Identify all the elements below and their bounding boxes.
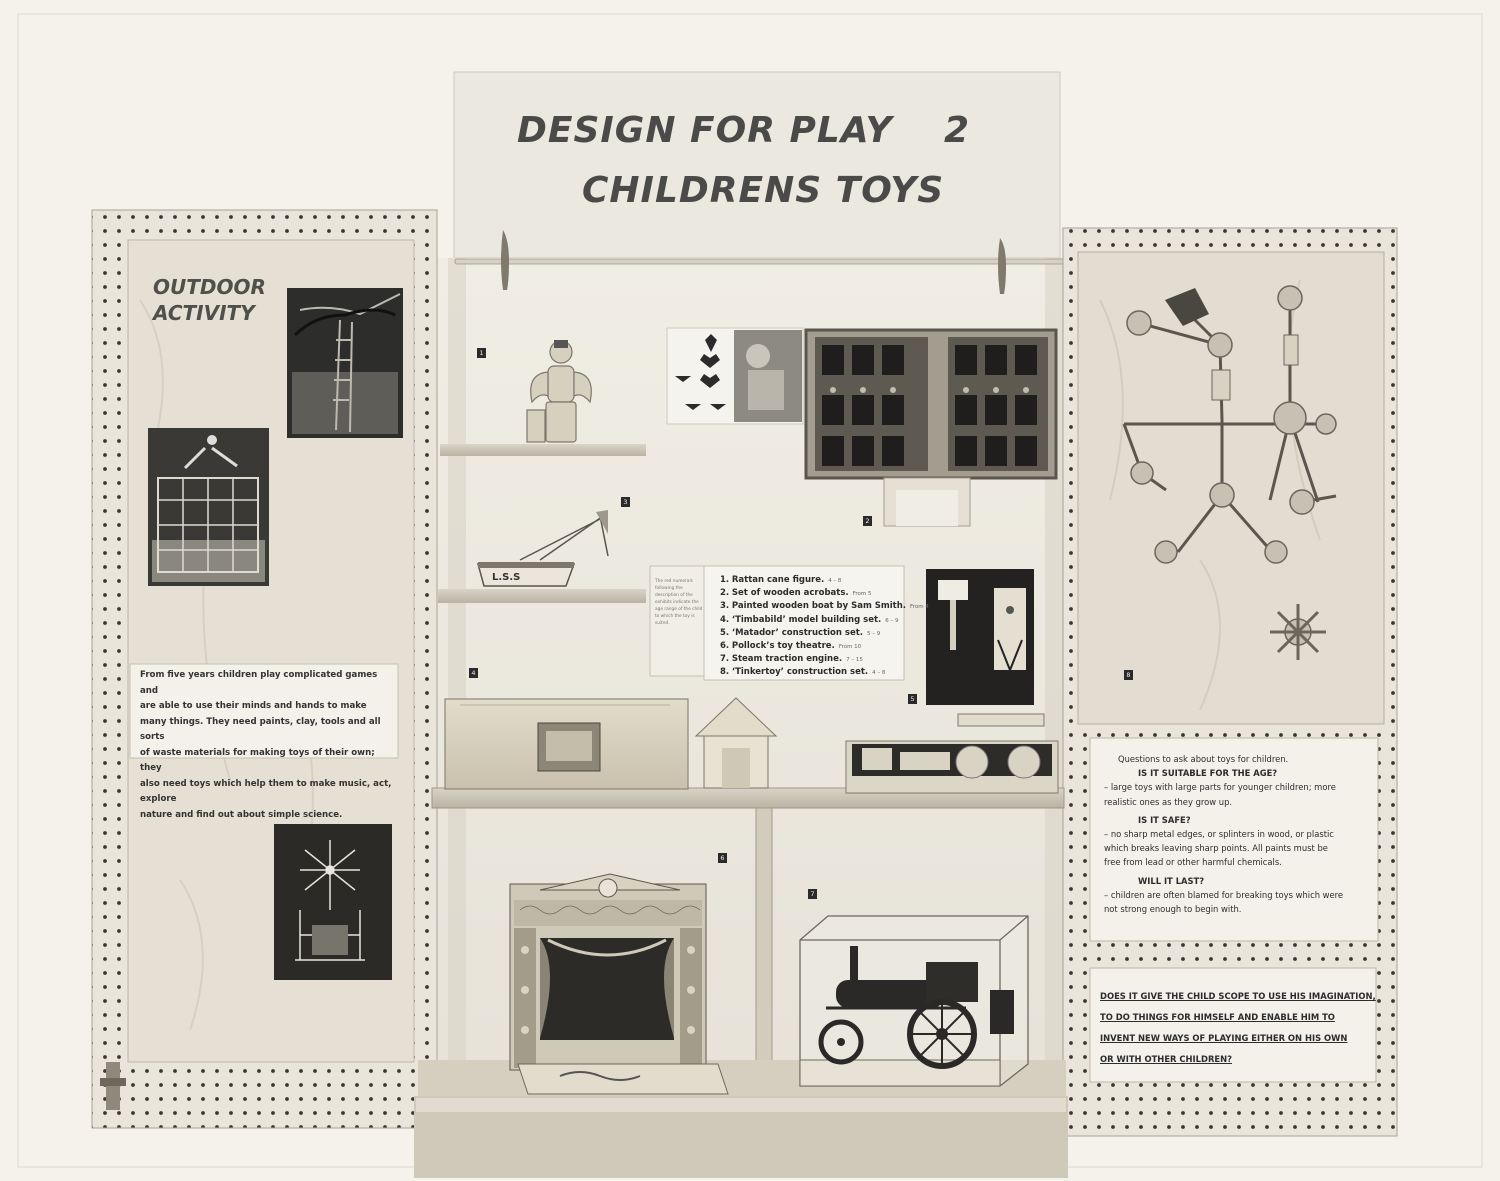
outdoor-activity-heading: OUTDOOR ACTIVITY <box>153 275 266 325</box>
question-last: WILL IT LAST? <box>1138 875 1205 886</box>
title-line-1: DESIGN FOR PLAY <box>517 110 893 151</box>
exhibit-tag-1: 1 <box>477 348 486 358</box>
age-range-note: The red numerals following the description of the exhibits indicate the age range of the child to which the toy is suited. <box>655 579 703 626</box>
imagination-line: OR WITH OTHER CHILDREN? <box>1100 1054 1233 1064</box>
left-description-line: nature and find out about simple science. <box>140 809 343 820</box>
exhibit-list-item: 4. ‘Timbabild’ model building set. 6 – 9 <box>720 614 899 625</box>
questions-board <box>1104 752 1374 916</box>
exhibit-tag-6: 6 <box>718 853 727 863</box>
exhibit-tag-7: 7 <box>808 889 817 899</box>
exhibit-list-item: 6. Pollock’s toy theatre. From 10 <box>720 641 862 652</box>
answer-line: – children are often blamed for breaking toys which were <box>1104 889 1344 900</box>
left-description-line: From five years children play complicated games and <box>140 670 378 696</box>
left-description-line: of waste materials for making toys of their own; they <box>140 747 375 773</box>
exhibit-tag-3: 3 <box>621 497 630 507</box>
exhibit-tag-5: 5 <box>908 694 917 704</box>
title-number: 2 <box>944 110 971 151</box>
title-line-2: CHILDRENS TOYS <box>582 170 945 211</box>
questions-intro: Questions to ask about toys for children. <box>1118 754 1289 764</box>
exhibit-list-item: 5. ‘Matador’ construction set. 5 – 9 <box>720 627 881 638</box>
exhibit-list-item: 8. ‘Tinkertoy’ construction set. 4 – 8 <box>720 667 886 678</box>
imagination-line: DOES IT GIVE THE CHILD SCOPE TO USE HIS IMAGINATION, <box>1100 991 1376 1001</box>
answer-line: realistic ones as they grow up. <box>1104 796 1233 807</box>
exhibit-list-item: 7. Steam traction engine. 7 – 15 <box>720 654 863 665</box>
left-description-line: also need toys which help them to make music, act, explore <box>140 778 392 804</box>
answer-line: – large toys with large parts for younger children; more <box>1104 782 1336 793</box>
imagination-line: TO DO THINGS FOR HIMSELF AND ENABLE HIM TO <box>1100 1012 1335 1022</box>
exhibit-tag-4: 4 <box>469 668 478 678</box>
answer-line: – no sharp metal edges, or splinters in wood, or plastic <box>1104 829 1334 840</box>
answer-line: free from lead or other harmful chemicals. <box>1104 857 1282 868</box>
left-description-line: are able to use their minds and hands to make <box>140 701 367 711</box>
left-description <box>140 668 396 823</box>
imagination-question <box>1100 986 1376 1070</box>
svg-text:L.S.S: L.S.S <box>492 572 521 583</box>
left-description-line: many things. They need paints, clay, tools and all sorts <box>140 716 381 742</box>
imagination-line: INVENT NEW WAYS OF PLAYING EITHER ON HIS OWN <box>1100 1033 1348 1043</box>
exhibit-list-item: 1. Rattan cane figure. 4 – 8 <box>720 575 842 585</box>
answer-line: which breaks leaving sharp points. All paints must be <box>1104 843 1328 854</box>
exhibit-tag-8: 8 <box>1124 670 1133 680</box>
question-suitable: IS IT SUITABLE FOR THE AGE? <box>1138 768 1278 779</box>
exhibit-list-item: 2. Set of wooden acrobats. From 5 <box>720 588 872 599</box>
question-safe: IS IT SAFE? <box>1138 814 1191 825</box>
exhibit-list <box>720 574 929 680</box>
exhibit-list-item: 3. Painted wooden boat by Sam Smith. From 4 <box>720 601 929 612</box>
answer-line: not strong enough to begin with. <box>1104 904 1242 915</box>
exhibit-tag-2: 2 <box>863 516 872 526</box>
